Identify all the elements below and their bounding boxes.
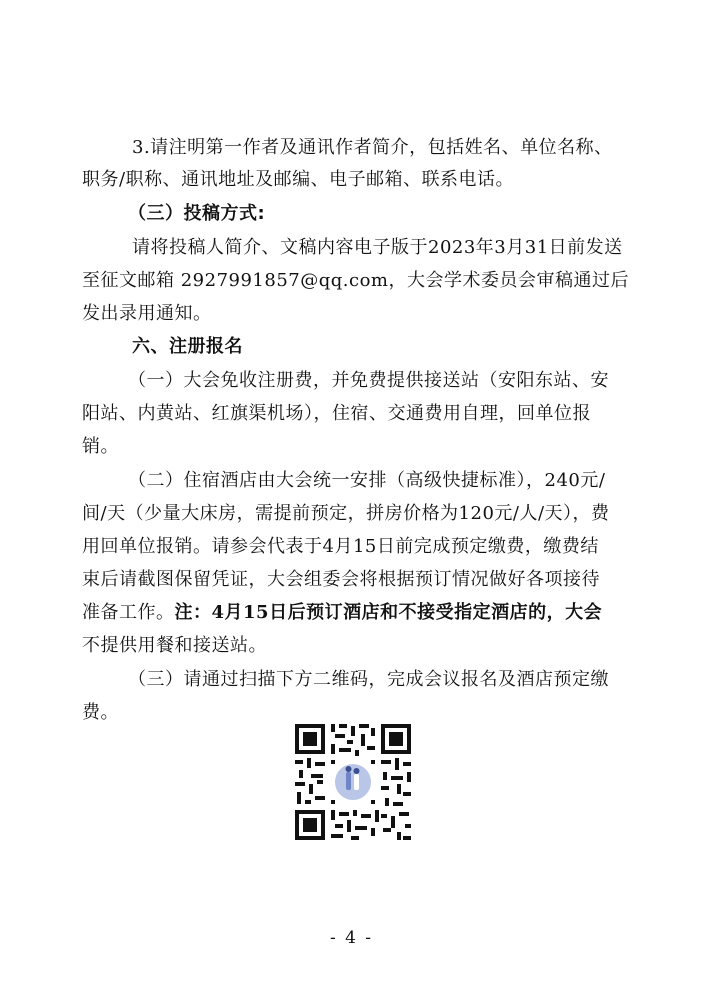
reg3-line-2: 费。 <box>82 702 119 723</box>
sub3-heading: （三）投稿方式: <box>128 203 266 224</box>
reg2-line-3: 用回单位报销。请参会代表于4月15日前完成预定缴费，缴费结 <box>82 536 599 557</box>
submit-line-3: 发出录用通知。 <box>82 303 212 324</box>
item3-line-1: 3.请注明第一作者及通讯作者简介，包括姓名、单位名称、 <box>132 137 613 158</box>
qr-code-icon[interactable] <box>291 720 415 844</box>
reg2-line-4: 束后请截图保留凭证，大会组委会将根据预订情况做好各项接待 <box>82 569 600 590</box>
item3-line-2: 职务/职称、通讯地址及邮编、电子邮箱、联系电话。 <box>82 169 515 190</box>
reg1-line-3: 销。 <box>82 436 119 457</box>
reg2-line-1: （二）住宿酒店由大会统一安排（高级快捷标准），240元/ <box>128 470 606 491</box>
reg2-line-5-text: 准备工作。 <box>82 602 175 623</box>
section6-heading: 六、注册报名 <box>132 336 243 357</box>
submit-line-1: 请将投稿人简介、文稿内容电子版于2023年3月31日前发送 <box>132 237 623 258</box>
submit-line-2: 至征文邮箱 2927991857@qq.com，大会学术委员会审稿通过后 <box>82 270 629 291</box>
reg2-line-6: 不提供用餐和接送站。 <box>82 635 267 656</box>
reg1-line-1: （一）大会免收注册费，并免费提供接送站（安阳东站、安 <box>128 370 609 391</box>
reg2-note: 注：4月15日后预订酒店和不接受指定酒店的，大会 <box>174 602 603 623</box>
reg2-line-5 <box>82 602 602 624</box>
reg1-line-2: 阳站、内黄站、红旗渠机场），住宿、交通费用自理，回单位报 <box>82 403 591 424</box>
reg2-line-2: 间/天（少量大床房，需提前预定，拼房价格为120元/人/天），费 <box>82 503 610 524</box>
page-number: - 4 - <box>329 928 374 948</box>
reg3-line-1: （三）请通过扫描下方二维码，完成会议报名及酒店预定缴 <box>128 669 609 690</box>
